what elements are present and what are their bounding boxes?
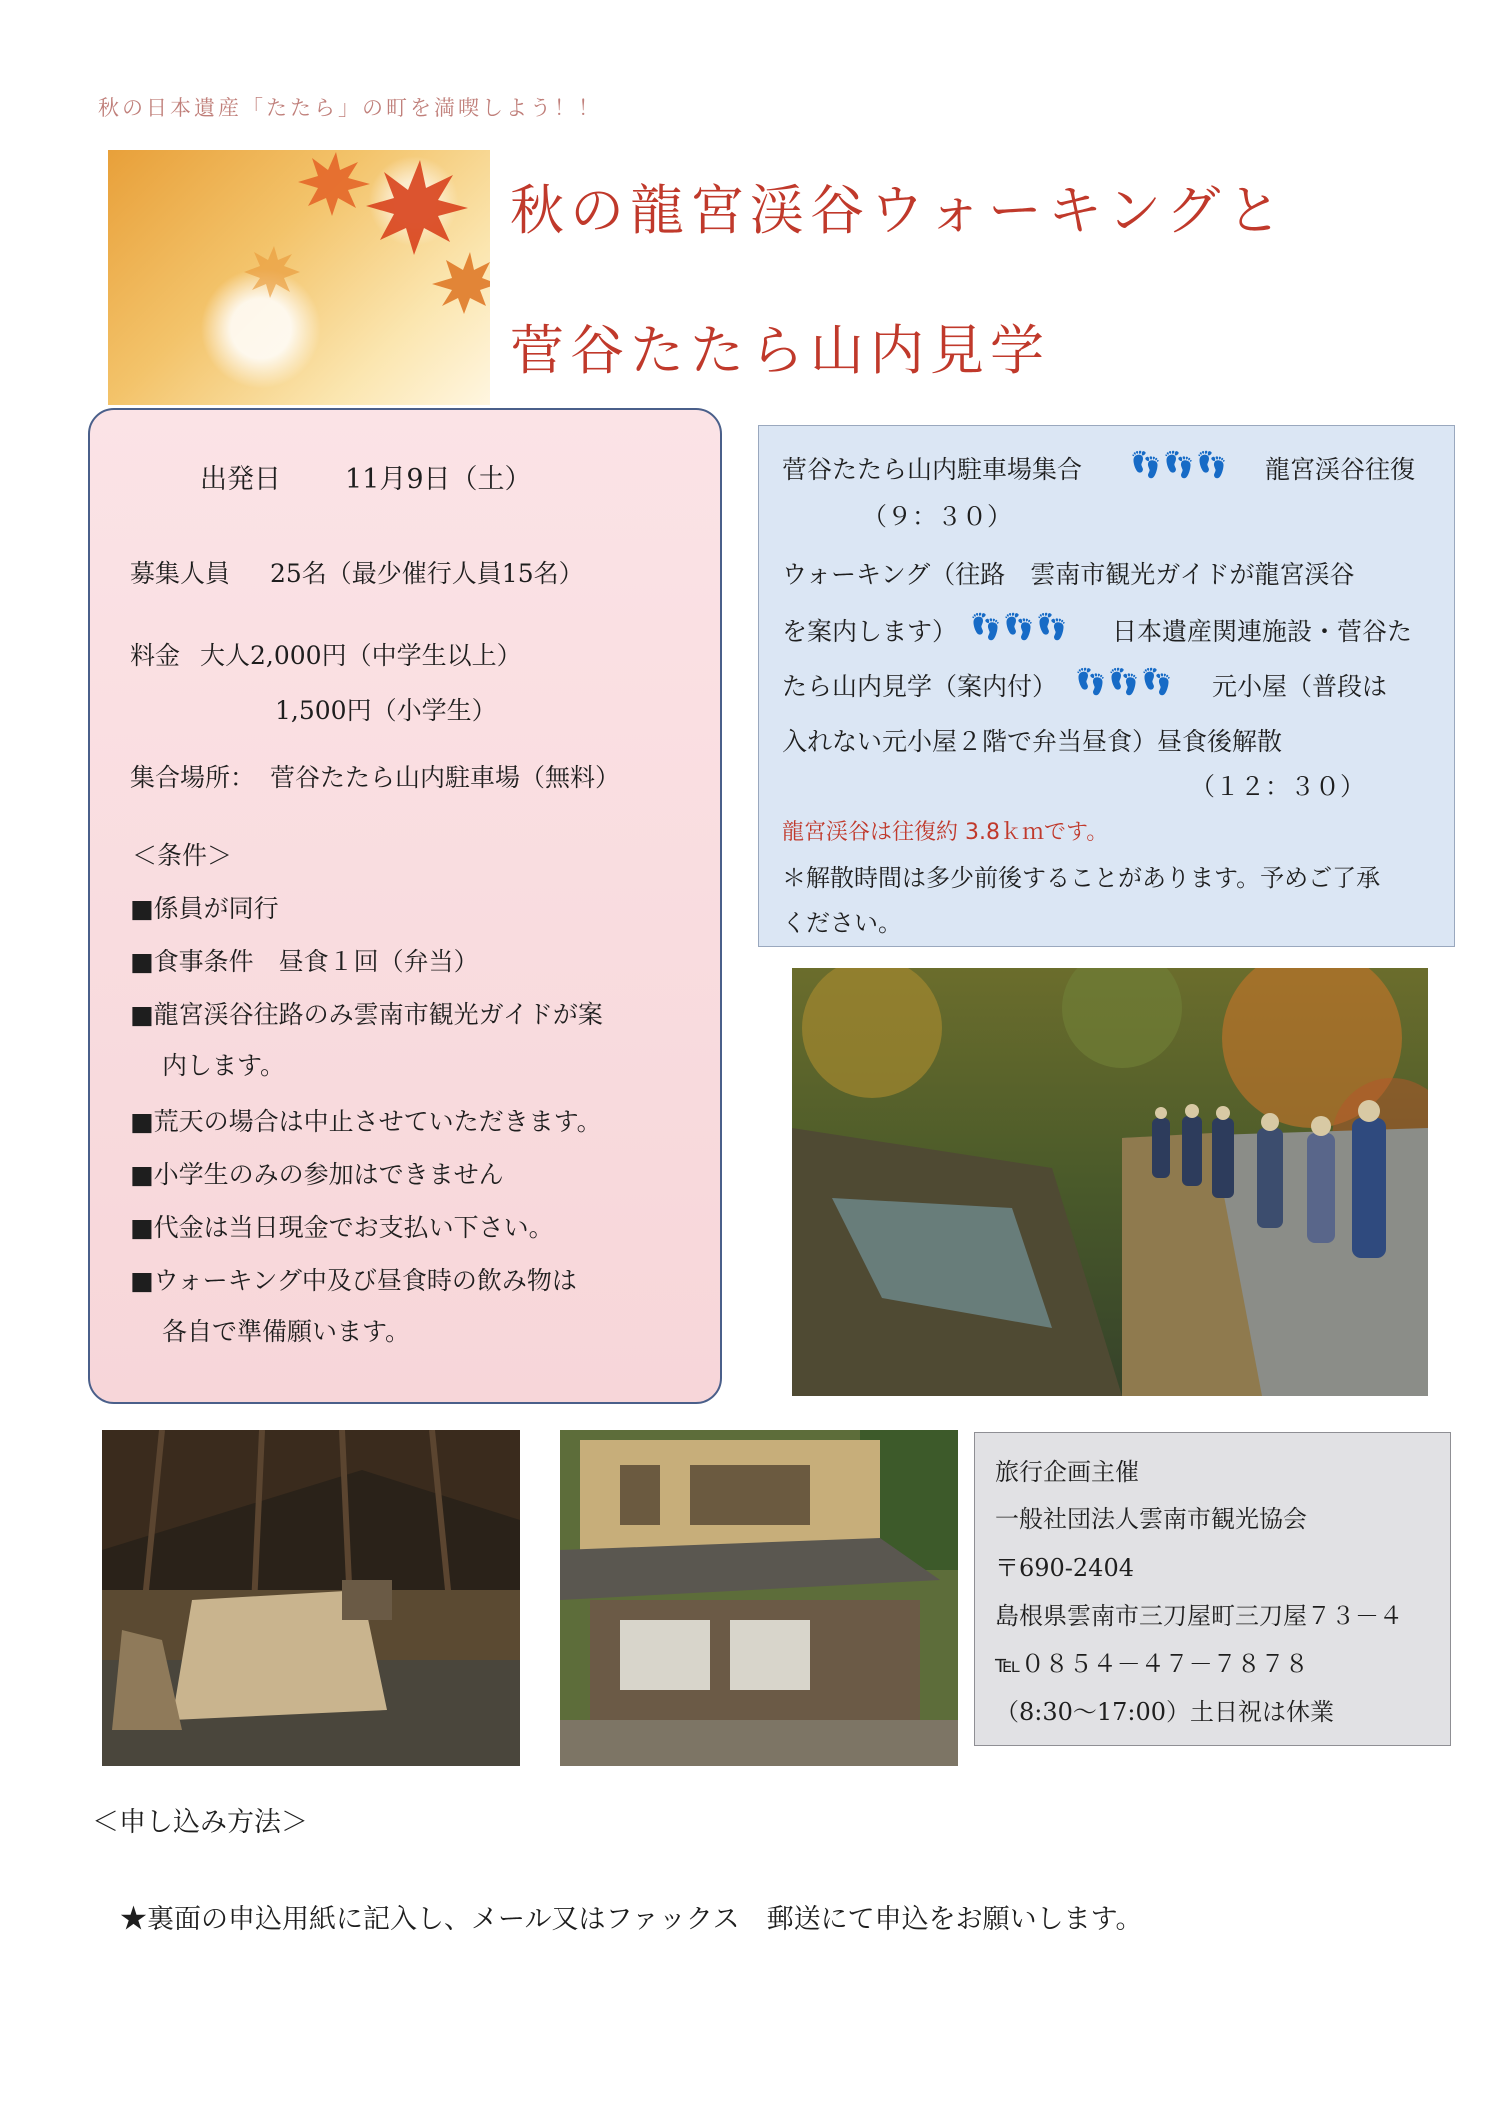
maple-leaf-icon	[108, 150, 490, 405]
footsteps-icon: 👣👣👣	[1075, 667, 1175, 696]
organizer-label: 旅行企画主催	[995, 1458, 1139, 1486]
condition-item-continued: 内します。	[162, 1051, 286, 1080]
title-line-2: 菅谷たたら山内見学	[510, 319, 1050, 382]
title-line-1: 秋の龍宮渓谷ウォーキングと	[510, 179, 1288, 242]
condition-item: ■代金は当日現金でお支払い下さい。	[130, 1213, 554, 1242]
schedule-start-time: （９：３０）	[862, 502, 1013, 531]
fee-label: 料金	[130, 641, 181, 670]
motogoya-building-photo	[560, 1430, 958, 1766]
application-heading: ＜申し込み方法＞	[92, 1807, 308, 1838]
meeting-label: 集合場所：	[130, 763, 256, 792]
organizer-postal-code: 〒690-2404	[995, 1554, 1134, 1582]
organizer-hours: （8:30～17:00）土日祝は休業	[995, 1698, 1335, 1726]
hiking-trail-photo	[792, 968, 1428, 1396]
condition-item-continued: 各自で準備願います。	[162, 1317, 411, 1346]
meeting-value: 菅谷たたら山内駐車場（無料）	[270, 763, 621, 792]
autumn-leaves-banner	[108, 150, 490, 405]
condition-item: ■食事条件 昼食１回（弁当）	[130, 947, 479, 976]
conditions-heading: ＜条件＞	[132, 841, 233, 870]
organizer-name: 一般社団法人雲南市観光協会	[995, 1505, 1307, 1533]
schedule-meet: 菅谷たたら山内駐車場集合	[782, 455, 1083, 484]
schedule-destination: 龍宮渓谷往復	[1265, 455, 1416, 484]
departure-date: 11月9日（土）	[345, 464, 532, 495]
schedule-guide: を案内します）	[782, 617, 958, 646]
schedule-walk: ウォーキング（往路 雲南市観光ガイドが龍宮渓谷	[782, 560, 1355, 589]
schedule-note: ＊解散時間は多少前後することがあります。予めご了承	[782, 864, 1381, 892]
schedule-note-continued: ください。	[782, 909, 902, 937]
schedule-tour: たら山内見学（案内付）	[782, 672, 1058, 701]
condition-item: ■ウォーキング中及び昼食時の飲み物は	[130, 1266, 577, 1295]
condition-item: ■龍宮渓谷往路のみ雲南市観光ガイドが案	[130, 1000, 603, 1029]
condition-item: ■荒天の場合は中止させていただきます。	[130, 1107, 602, 1136]
departure-label: 出発日	[200, 464, 281, 495]
footsteps-icon: 👣👣👣	[1130, 450, 1230, 479]
schedule-motogoya: 元小屋（普段は	[1212, 672, 1388, 701]
capacity-label: 募集人員	[130, 559, 231, 588]
organizer-phone: ℡０８５４－４７－７８７８	[995, 1650, 1309, 1678]
condition-item: ■係員が同行	[130, 894, 279, 923]
schedule-heritage: 日本遺産関連施設・菅谷た	[1112, 617, 1413, 646]
schedule-lunch: 入れない元小屋２階で弁当昼食）昼食後解散	[782, 727, 1283, 756]
fee-adult: 大人2,000円（中学生以上）	[200, 641, 522, 670]
condition-item: ■小学生のみの参加はできません	[130, 1160, 504, 1189]
tatara-interior-photo	[102, 1430, 520, 1766]
schedule-end-time: （１２：３０）	[1190, 772, 1366, 801]
capacity-value: 25名（最少催行人員15名）	[270, 559, 584, 588]
tagline: 秋の日本遺産「たたら」の町を満喫しよう！！	[98, 96, 602, 120]
fee-child: 1,500円（小学生）	[275, 696, 497, 725]
distance-note: 龍宮渓谷は往復約 3.8ｋｍです。	[782, 820, 1109, 845]
footsteps-icon: 👣👣👣	[970, 612, 1070, 641]
application-instructions: ★裏面の申込用紙に記入し、メール又はファックス 郵送にて申込をお願いします。	[120, 1904, 1143, 1935]
organizer-address: 島根県雲南市三刀屋町三刀屋７３－４	[995, 1602, 1403, 1630]
